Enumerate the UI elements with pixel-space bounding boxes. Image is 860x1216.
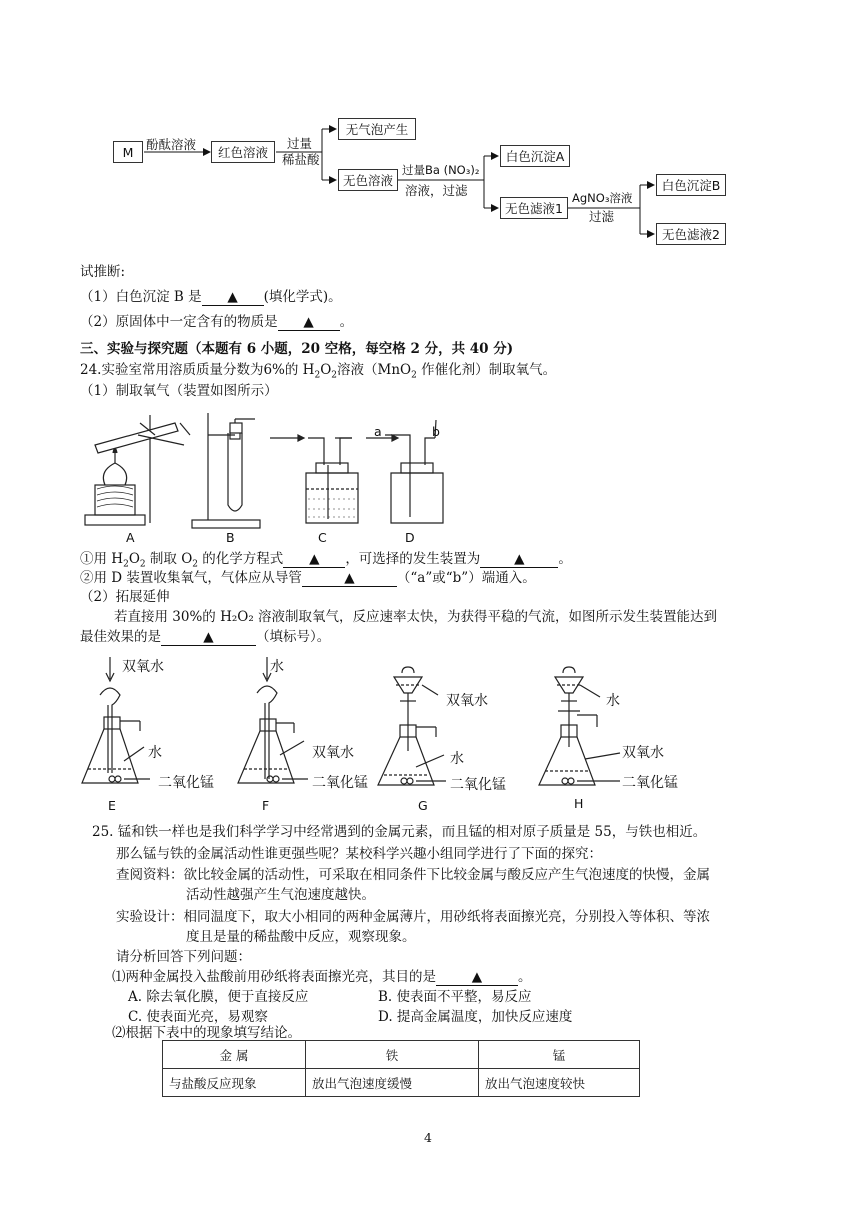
q25-line6: 度且是量的稀盐酸中反应，观察现象。 (186, 929, 416, 945)
box-m: M (113, 141, 143, 163)
apparatus-label-c: C (318, 530, 327, 545)
q25-q2: ⑵根据下表中的现象填写结论。 (112, 1025, 301, 1041)
q24-stem-sub1: 2 (314, 370, 321, 381)
q23-p2-blank[interactable]: ▲ (278, 314, 340, 331)
label-ba-no3: 过量Ba (NO₃)₂ (402, 163, 480, 177)
table-cell: 与盐酸反应现象 (163, 1069, 306, 1097)
g-mno2-label: 二氧化锰 (450, 777, 506, 793)
q24-q1-s3: 2 (192, 559, 199, 570)
q25-line5: 实验设计：相同温度下，取大小相同的两种金属薄片，用砂纸将表面擦光亮，分别投入等体积、等浓 (116, 909, 710, 925)
q24-q1-blank1[interactable]: ▲ (283, 551, 345, 568)
flowchart-arrows (0, 0, 860, 260)
table-cell: 放出气泡速度较快 (479, 1069, 640, 1097)
label-a: a (374, 424, 382, 439)
q23-p1-text: （1）白色沉淀 B 是 (80, 289, 202, 305)
e-mno2-label: 二氧化锰 (158, 775, 214, 791)
q25-option-a[interactable]: A. 除去氧化膜，便于直接反应 (128, 989, 309, 1005)
q24-q1-blank2[interactable]: ▲ (480, 551, 558, 568)
q24-q2-blank[interactable]: ▲ (302, 570, 397, 587)
box-no-gas: 无气泡产生 (338, 118, 416, 140)
q25-line2: 那么锰与铁的金属活动性谁更强些呢？某校科学兴趣小组同学进行了下面的探究： (116, 846, 602, 862)
q24-stem-c: 溶液（MnO (337, 362, 412, 378)
label-filter2: 过滤 (589, 209, 615, 224)
q24-part2-t1: 最佳效果的是 (80, 629, 161, 645)
results-table (162, 1040, 640, 1097)
q23-intro: 试推断: (80, 264, 126, 280)
q24-part2-line2 (80, 628, 330, 647)
q24-q1-t3: 制取 O (145, 551, 193, 567)
q24-stem-d: 作催化剂）制取氧气。 (416, 362, 557, 378)
q23-part1 (80, 288, 342, 307)
label-phenolphthalein: 酚酞溶液 (146, 137, 197, 152)
e-h2o2-label: 双氧水 (122, 659, 164, 675)
box-colorless-solution: 无色溶液 (338, 169, 398, 191)
flask-label-e: E (108, 798, 116, 813)
g-h2o2-label: 双氧水 (446, 693, 488, 709)
label-filter1: 溶液，过滤 (405, 183, 468, 198)
q24-stem-a: 24.实验室常用溶质质量分数为6%的 H (80, 362, 315, 378)
q24-q1-t2: O (128, 551, 140, 567)
q24-stem-sub3: 2 (411, 370, 417, 381)
q25-line7: 请分析回答下列问题： (116, 949, 251, 965)
flask-label-h: H (574, 796, 584, 811)
flask-label-g: G (418, 798, 428, 813)
table-header-row (163, 1041, 640, 1069)
q25-q1 (112, 968, 532, 987)
apparatus-label-b: B (226, 530, 235, 545)
q23-p2-text: （2）原固体中一定含有的物质是 (80, 314, 278, 330)
box-red-solution: 红色溶液 (211, 141, 275, 163)
e-water-label: 水 (148, 745, 162, 761)
q25-q1-after: 。 (518, 969, 532, 985)
table-header-cell: 铁 (306, 1041, 479, 1069)
q24-q2-t2: （“a”或“b”）端通入。 (396, 570, 536, 586)
q24-q1-t5: ，可选择的发生装置为 (345, 551, 481, 567)
q24-q2 (80, 569, 536, 588)
q24-q1-t1: ①用 H (80, 551, 124, 567)
q23-p1-after: (填化学式)。 (263, 289, 342, 305)
q24-q1-s2: 2 (139, 559, 146, 570)
g-water-label: 水 (450, 751, 464, 767)
box-white-ppt-b: 白色沉淀B (656, 174, 726, 196)
f-water-label: 水 (270, 659, 284, 675)
q25-line3: 查阅资料：欲比较金属的活动性，可采取在相同条件下比较金属与酸反应产生气泡速度的快慢，金属 (116, 867, 710, 883)
table-header-cell: 锰 (479, 1041, 640, 1069)
apparatus-label-d: D (405, 530, 415, 545)
q24-part2-t2: （填标号）。 (256, 629, 331, 645)
q24-q2-t1: ②用 D 装置收集氧气，气体应从导管 (80, 570, 302, 586)
label-b: b (432, 424, 440, 439)
q24-stem-b: O (320, 362, 332, 378)
q25-q1-blank[interactable]: ▲ (436, 969, 518, 986)
q23-part2 (80, 313, 353, 332)
label-agno3: AgNO₃溶液 (572, 191, 633, 205)
q25-q1-text: ⑴两种金属投入盐酸前用砂纸将表面擦光亮，其目的是 (112, 969, 436, 985)
label-dilute-hcl: 稀盐酸 (282, 152, 320, 167)
f-mno2-label: 二氧化锰 (312, 775, 368, 791)
q24-part1-title: （1）制取氧气（装置如图所示） (80, 383, 278, 399)
box-filtrate1: 无色滤液1 (500, 197, 568, 219)
q24-stem-sub2: 2 (331, 370, 337, 381)
box-white-ppt-a: 白色沉淀A (500, 145, 570, 167)
flask-label-f: F (262, 798, 270, 813)
table-header-cell: 金 属 (163, 1041, 306, 1069)
q25-option-d[interactable]: D. 提高金属温度，加快反应速度 (378, 1009, 573, 1025)
page-number: 4 (424, 1130, 432, 1145)
q24-q1-t4: 的化学方程式 (198, 551, 284, 567)
f-h2o2-label: 双氧水 (312, 745, 354, 761)
q24-q1-s1: 2 (123, 559, 129, 570)
q25-option-c[interactable]: C. 使表面光亮，易观察 (128, 1009, 268, 1025)
q24-part2-line1: 若直接用 30%的 H₂O₂ 溶液制取氧气，反应速率太快，为获得平稳的气流，如图所示发生装置能达到 (114, 609, 718, 625)
q24-part2-title: （2）拓展延伸 (80, 589, 170, 605)
q25-option-b[interactable]: B. 使表面不平整，易反应 (378, 989, 532, 1005)
table-row (163, 1069, 640, 1097)
apparatus-abcd-figure (80, 405, 580, 545)
q23-p1-blank[interactable]: ▲ (202, 289, 264, 306)
h-h2o2-label: 双氧水 (622, 745, 664, 761)
table-cell: 放出气泡速度缓慢 (306, 1069, 479, 1097)
q24-q1-t6: 。 (558, 551, 572, 567)
label-excess: 过量 (287, 136, 313, 151)
q24-part2-blank[interactable]: ▲ (161, 629, 256, 646)
q25-line1: 25. 锰和铁一样也是我们科学学习中经常遇到的金属元素，而且锰的相对原子质量是 55，与铁也相近。 (92, 824, 707, 840)
q23-p2-after: 。 (339, 314, 354, 330)
h-mno2-label: 二氧化锰 (622, 775, 678, 791)
h-water-label: 水 (606, 693, 620, 709)
apparatus-label-a: A (126, 530, 135, 545)
q25-line4: 活动性越强产生气泡速度越快。 (186, 887, 375, 903)
section3-heading: 三、实验与探究题（本题有 6 小题，20 空格，每空格 2 分，共 40 分) (80, 341, 514, 357)
box-filtrate2: 无色滤液2 (656, 223, 726, 245)
